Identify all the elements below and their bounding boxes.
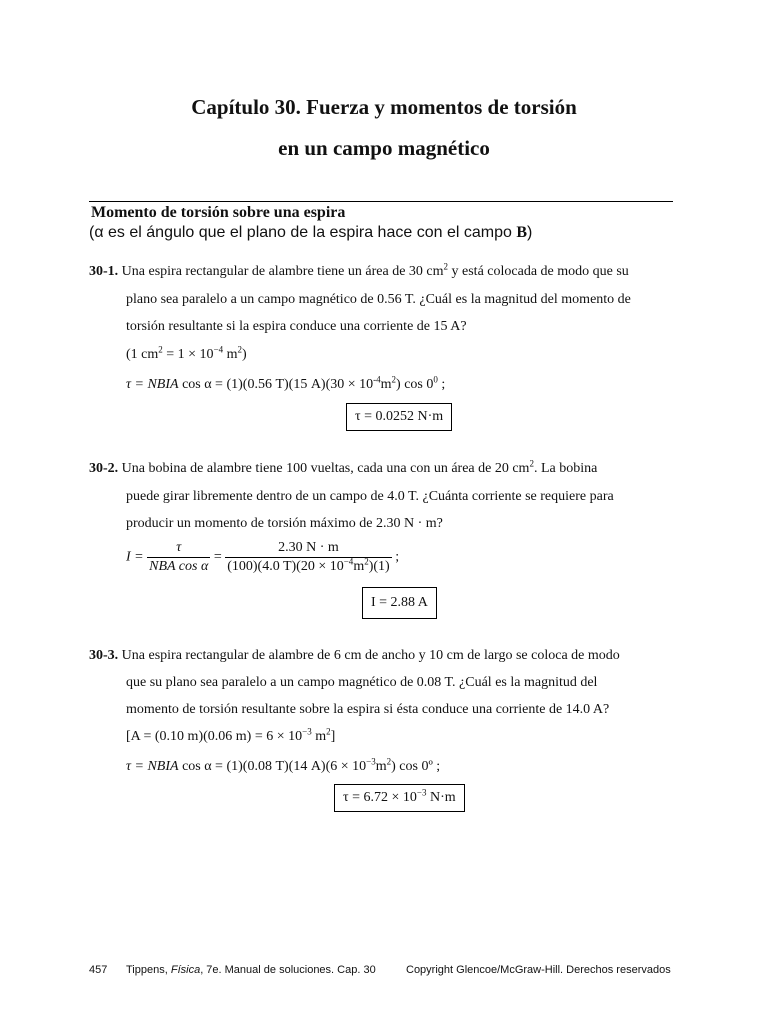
problem-30-2-line-2: puede girar libremente dentro de un campo de 4.0 T. ¿Cuánta corriente se requiere para bbox=[126, 489, 614, 504]
problem-30-3-equation: τ = NBIA cos α = (1)(0.08 T)(14 $A)(6 \times 10^{-3}m^2)$ cos 0º ; bbox=[126, 756, 441, 774]
problem-30-1-answer: τ = 0.0252 N·m bbox=[346, 403, 452, 431]
section-subheading: (α es el ángulo que el plano de la espira hace con el campo B) bbox=[89, 224, 533, 241]
section-heading: Momento de torsión sobre una espira bbox=[91, 204, 346, 221]
problem-30-1-conversion: (1 $cm^2 = 1 \times 10^{-4}$ $m^2$) bbox=[126, 344, 247, 362]
problem-30-3-line-1: 30-3. Una espira rectangular de alambre de 6 cm de ancho y 10 cm de largo se coloca de modo bbox=[89, 648, 620, 663]
problem-30-1-line-2: plano sea paralelo a un campo magnético de 0.56 T. ¿Cuál es la magnitud del momento de bbox=[126, 292, 631, 307]
problem-number: 30-3. bbox=[89, 648, 119, 663]
problem-30-2-answer: I = 2.88 A bbox=[362, 587, 437, 619]
fraction-torque-over-nba: $\frac{\tau}{\text{NBA cos α}}$ bbox=[149, 540, 209, 574]
problem-30-1-line-3: torsión resultante si la espira conduce una corriente de 15 A? bbox=[126, 319, 467, 334]
problem-30-1-equation: τ = NBIA cos α = (1)(0.56 T)(15 $A)(30 \times 10^{-4}m^2)$ $\cos 0^0$ ; bbox=[126, 374, 446, 392]
problem-30-2-line-3: producir un momento de torsión máximo de 2.30 N · m? bbox=[126, 516, 443, 531]
footer-book-reference: Tippens, Física, 7e. Manual de soluciones. Cap. 30 bbox=[126, 964, 376, 976]
chapter-title-line-1: Capítulo 30. Fuerza y momentos de torsión bbox=[191, 95, 577, 119]
fraction-values: $\frac{2.30 N \cdot m}{(100)(4.0 T)(20 \times 10^{-4}m^2)(1)}$ bbox=[227, 540, 390, 574]
problem-number: 30-2. bbox=[89, 461, 119, 476]
problem-30-2-equation: I = $\frac{\tau}{\text{NBA cos α}}$ = $\frac{2.30 N \cdot m}{(100)(4.0 T)(20 \times 10^{-4}m^2)(1)}$ ; bbox=[126, 540, 400, 574]
footer-copyright: Copyright Glencoe/McGraw-Hill. Derechos reservados bbox=[406, 964, 671, 976]
footer-page-number: 457 bbox=[89, 964, 108, 976]
problem-30-3-line-3: momento de torsión resultante sobre la espira si ésta conduce una corriente de 14.0 A? bbox=[126, 702, 610, 717]
problem-30-3-area: [A = (0.10 m)(0.06 $m) = 6 \times 10^{-3}$ $m^2$] bbox=[126, 726, 336, 744]
problem-30-1-line-1: 30-1. Una espira rectangular de alambre tiene un área de 30 $cm^2$ y está colocada de modo que su bbox=[89, 261, 629, 279]
problem-number: 30-1. bbox=[89, 264, 119, 279]
problem-30-3-answer: $\tau = 6.72 \times 10^{-3}$ N·m bbox=[334, 784, 465, 812]
chapter-title-line-2: en un campo magnético bbox=[278, 136, 490, 160]
problem-30-3-line-2: que su plano sea paralelo a un campo magnético de 0.08 T. ¿Cuál es la magnitud del bbox=[126, 675, 598, 690]
problem-30-2-line-1: 30-2. Una bobina de alambre tiene 100 vueltas, cada una con un área de 20 $cm^2$. La bobina bbox=[89, 458, 598, 476]
divider-rule bbox=[89, 201, 673, 202]
